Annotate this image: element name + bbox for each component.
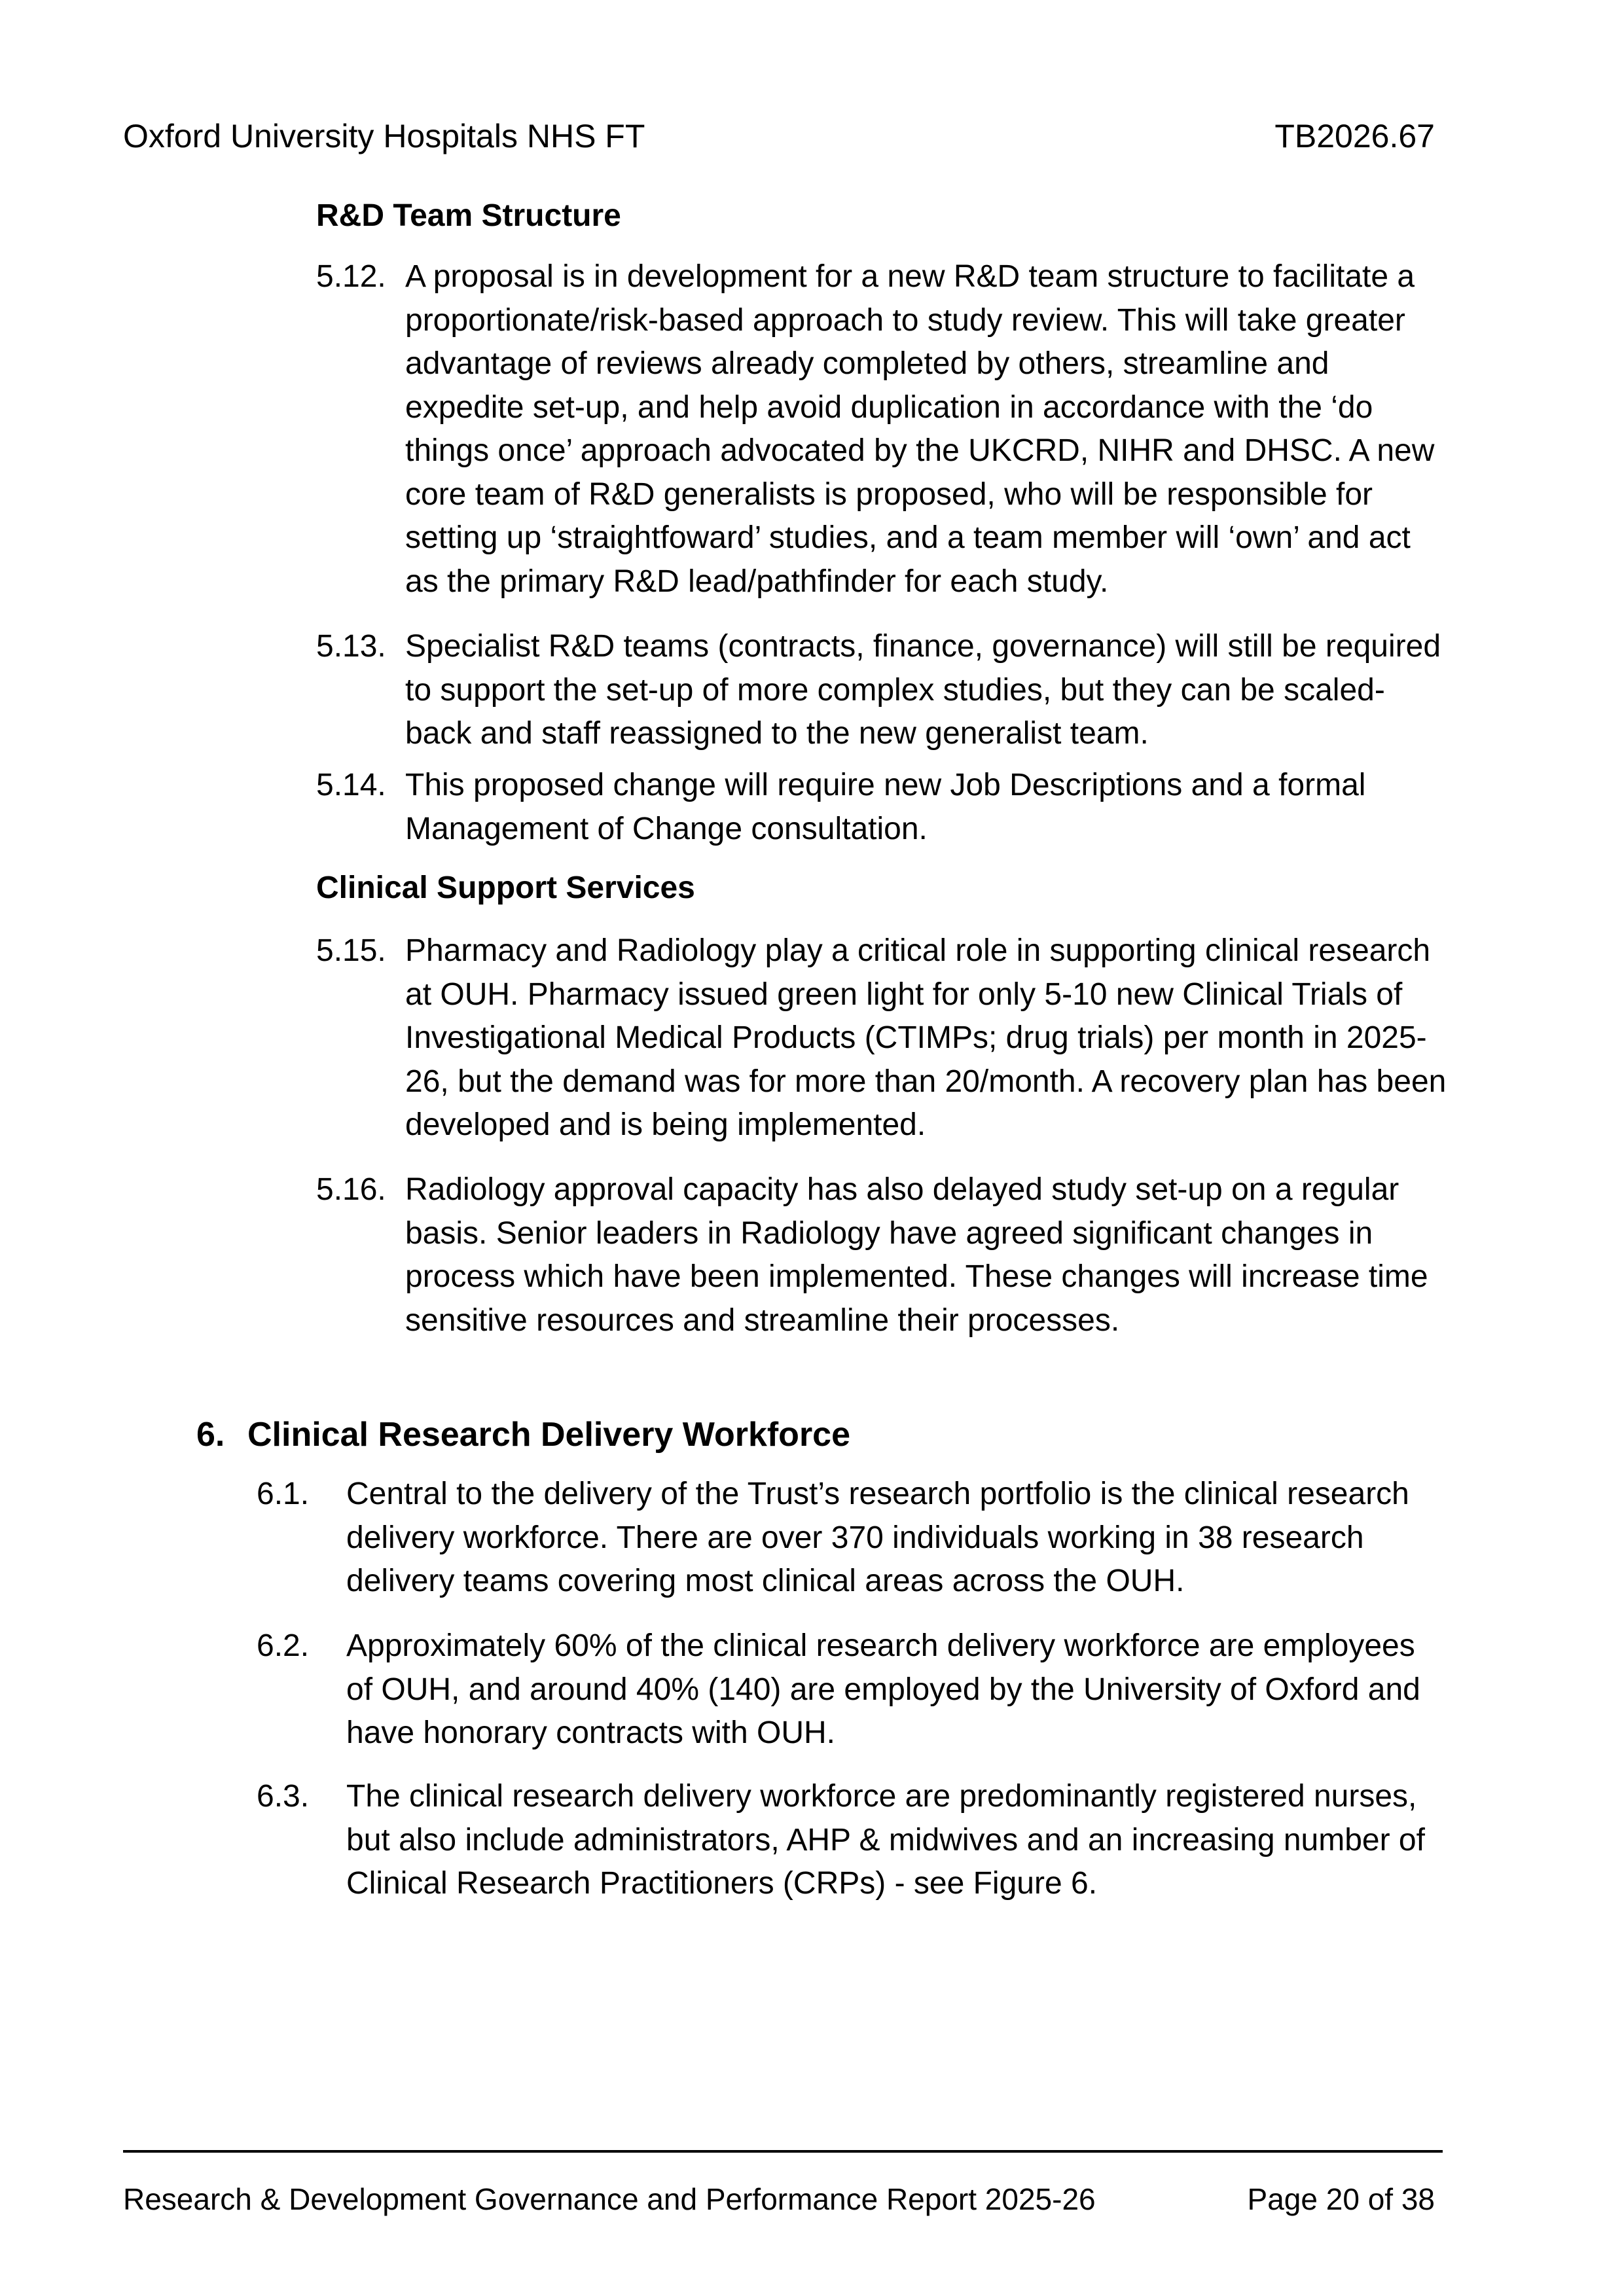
paragraph-6-1 [257, 1473, 1449, 1604]
paragraph-5-14 [316, 764, 1449, 851]
footer-divider [123, 2150, 1443, 2153]
paragraph-number: 5.13. [316, 629, 386, 664]
paragraph-number: 5.16. [316, 1172, 386, 1207]
footer-page-number: Page 20 of 38 [1247, 2182, 1435, 2216]
paragraph-6-2 [257, 1624, 1449, 1755]
paragraph-5-15 [316, 929, 1449, 1147]
paragraph-text: A proposal is in development for a new R&D team structure to facilitate a proportionate/risk-based approach to study review. This will take greater advantage of reviews already completed by others, streamline and expedite set-up, and help avoid duplication in accordance with the ‘do things once’ approach advocated by the UKCRD, NIHR and DHSC. A new core team of R&D generalists is proposed, who will be responsible for setting up ‘straightfoward’ studies, and a team member will ‘own’ and act as the primary R&D lead/pathfinder for each study. [405, 259, 1435, 599]
paragraph-5-12 [316, 255, 1449, 603]
paragraph-number: 5.14. [316, 768, 386, 802]
paragraph-number: 6.1. [257, 1477, 310, 1511]
paragraph-text: Radiology approval capacity has also delayed study set-up on a regular basis. Senior leaders in Radiology have agreed significant changes in process which have been implemented. These changes will increase time sensitive resources and streamline their processes. [405, 1172, 1428, 1338]
paragraph-6-3 [257, 1775, 1449, 1906]
paragraph-text: The clinical research delivery workforce are predominantly registered nurses, but also include administrators, AHP & midwives and an increasing number of Clinical Research Practitioners (CRPs) - see Figure 6. [346, 1779, 1425, 1901]
paragraph-text: Pharmacy and Radiology play a critical role in supporting clinical research at OUH. Pharmacy issued green light for only 5-10 new Clinical Trials of Investigational Medical Products (CTIMPs; drug trials) per month in 2025-26, but the demand was for more than 20/month. A recovery plan has been developed and is being implemented. [405, 933, 1447, 1142]
paragraph-number: 5.15. [316, 933, 386, 968]
paragraph-text: Central to the delivery of the Trust’s research portfolio is the clinical research delivery workforce. There are over 370 individuals working in 38 research delivery teams covering most clinical areas across the OUH. [346, 1477, 1409, 1598]
header-ref: TB2026.67 [1274, 118, 1435, 154]
paragraph-text: Specialist R&D teams (contracts, finance, governance) will still be required to support the set-up of more complex studies, but they can be scaled-back and staff reassigned to the new generalist team. [405, 629, 1441, 751]
paragraph-number: 5.12. [316, 259, 386, 294]
footer-report-title: Research & Development Governance and Performance Report 2025-26 [123, 2182, 1096, 2216]
clinical-support-services-heading: Clinical Support Services [316, 870, 695, 905]
paragraph-5-16 [316, 1168, 1449, 1342]
page-footer [123, 2181, 1435, 2217]
rd-team-structure-heading: R&D Team Structure [316, 198, 621, 233]
paragraph-5-13 [316, 625, 1449, 756]
section-title: Clinical Research Delivery Workforce [247, 1416, 851, 1454]
paragraph-number: 6.3. [257, 1779, 310, 1814]
paragraph-text: This proposed change will require new Job Descriptions and a formal Management of Change consultation. [405, 768, 1366, 846]
paragraph-text: Approximately 60% of the clinical research delivery workforce are employees of OUH, and around 40% (140) are employed by the University of Oxford and have honorary contracts with OUH. [346, 1628, 1420, 1750]
header-org: Oxford University Hospitals NHS FT [123, 118, 645, 154]
paragraph-number: 6.2. [257, 1628, 310, 1663]
section-6-heading [196, 1414, 850, 1456]
page-header [123, 117, 1435, 156]
section-number: 6. [196, 1416, 225, 1454]
